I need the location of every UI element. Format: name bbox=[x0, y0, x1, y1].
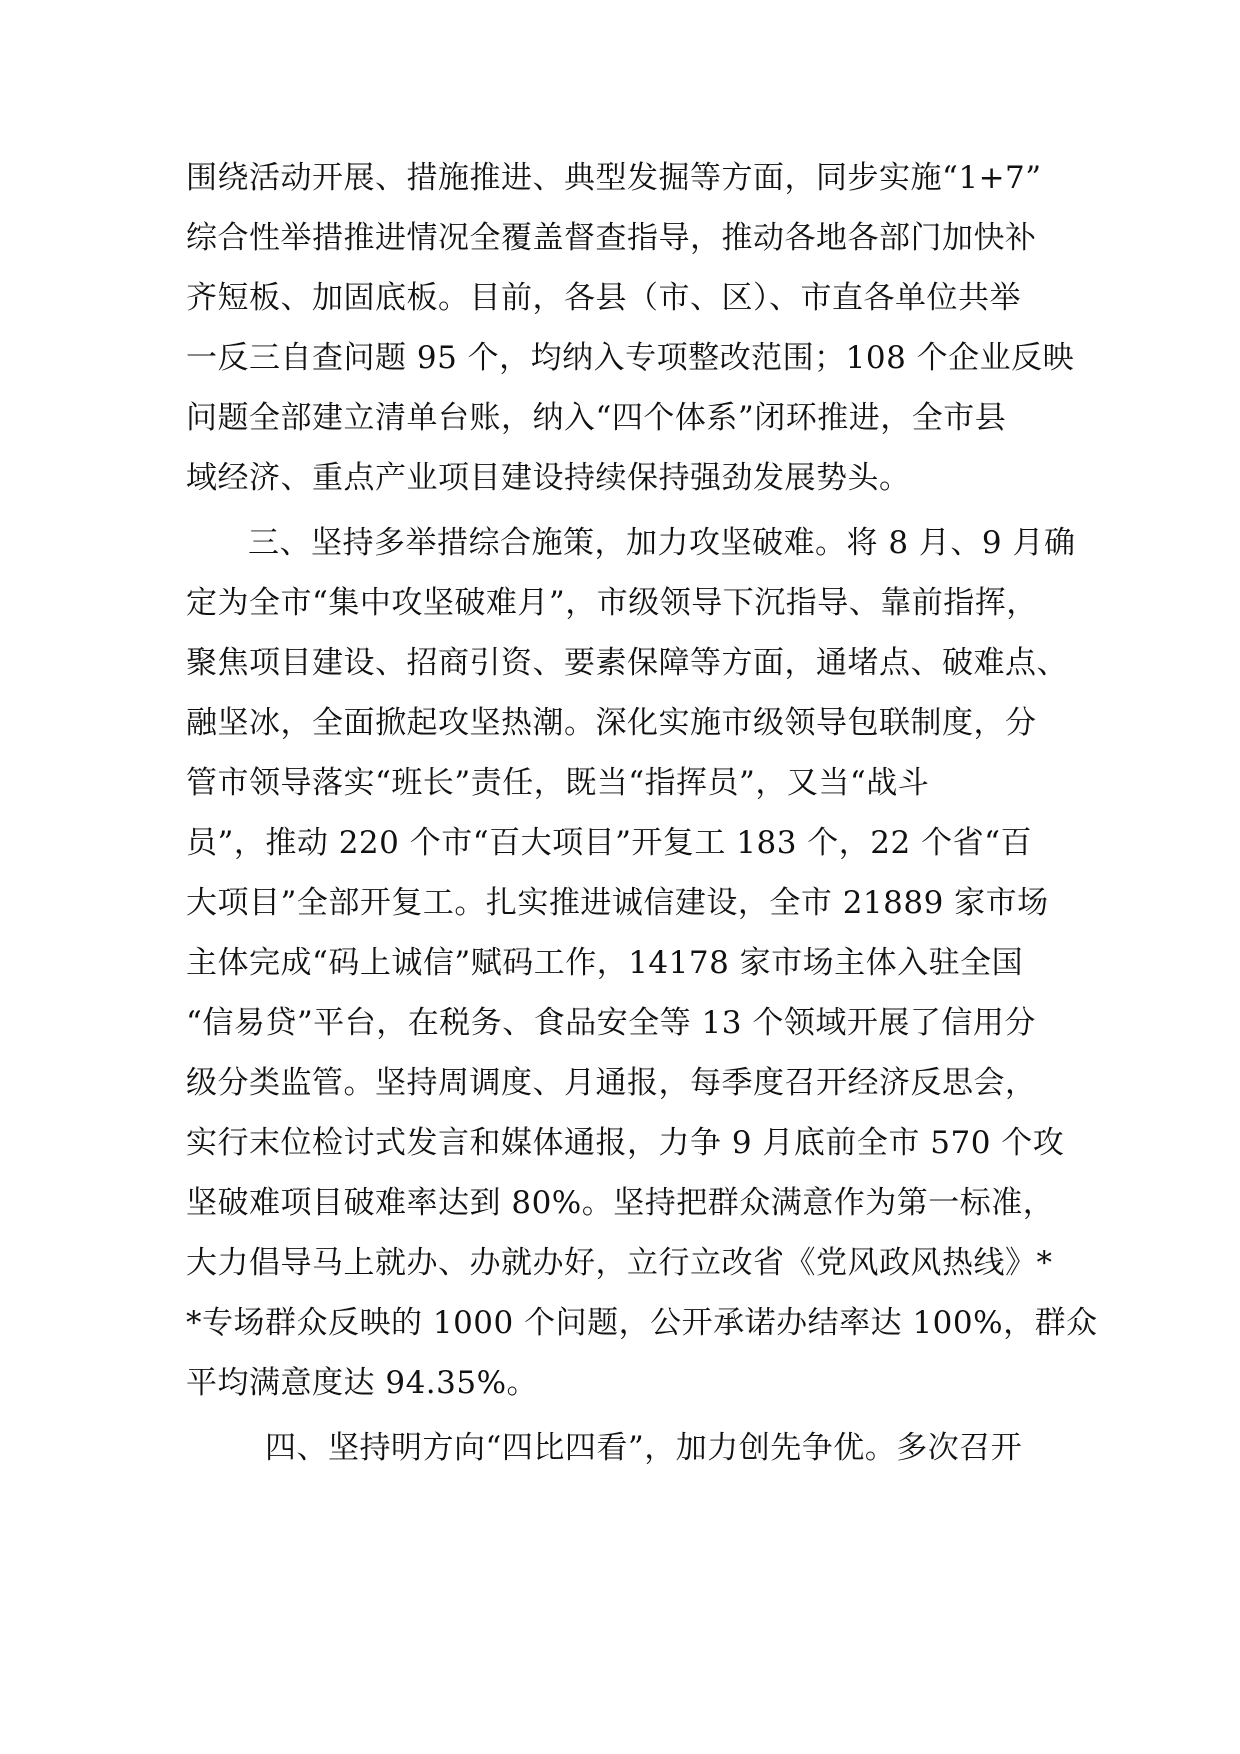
text-line: 坚破难项目破难率达到 80%。坚持把群众满意作为第一标准， bbox=[186, 1185, 1055, 1221]
text-line: *专场群众反映的 1000 个问题，公开承诺办结率达 100%，群众 bbox=[186, 1305, 1098, 1341]
text-line: 定为全市“集中攻坚破难月”，市级领导下沉指导、靠前指挥， bbox=[186, 585, 1038, 621]
text-line: “信易贷”平台，在税务、食品安全等 13 个领域开展了信用分 bbox=[186, 1005, 1036, 1041]
text-line: 实行末位检讨式发言和媒体通报，力争 9 月底前全市 570 个攻 bbox=[186, 1125, 1065, 1161]
text-line: 综合性举措推进情况全覆盖督查指导，推动各地各部门加快补 bbox=[186, 220, 1037, 256]
text-line: 平均满意度达 94.35%。 bbox=[186, 1365, 539, 1401]
section-heading-line: 三、坚持多举措综合施策，加力攻坚破难。将 8 月、9 月确 bbox=[248, 525, 1076, 561]
text-line: 大项目”全部开复工。扎实推进诚信建设，全市 21889 家市场 bbox=[186, 885, 1049, 921]
text-line: 一反三自查问题 95 个，均纳入专项整改范围；108 个企业反映 bbox=[186, 340, 1075, 376]
text-line: 主体完成“码上诚信”赋码工作，14178 家市场主体入驻全国 bbox=[186, 945, 1024, 981]
text-line: 域经济、重点产业项目建设持续保持强劲发展势头。 bbox=[186, 460, 911, 496]
text-line: 大力倡导马上就办、办就办好，立行立改省《党风政风热线》* bbox=[186, 1245, 1053, 1281]
text-line: 齐短板、加固底板。目前，各县（市、区）、市直各单位共举 bbox=[186, 280, 1021, 316]
text-line: 问题全部建立清单台账，纳入“四个体系”闭环推进，全市县 bbox=[186, 400, 1007, 436]
text-line: 级分类监管。坚持周调度、月通报，每季度召开经济反思会， bbox=[186, 1065, 1037, 1101]
text-line: 围绕活动开展、措施推进、典型发掘等方面，同步实施“1+7” bbox=[186, 160, 1042, 196]
text-line: 聚焦项目建设、招商引资、要素保障等方面，通堵点、破难点、 bbox=[186, 645, 1068, 681]
text-line: 管市领导落实“班长”责任，既当“指挥员”，又当“战斗 bbox=[186, 765, 930, 801]
text-line: 员”，推动 220 个市“百大项目”开复工 183 个，22 个省“百 bbox=[186, 825, 1032, 861]
section-heading-line: 四、坚持明方向“四比四看”，加力创先争优。多次召开 bbox=[265, 1430, 1023, 1466]
text-line: 融坚冰，全面掀起攻坚热潮。深化实施市级领导包联制度，分 bbox=[186, 705, 1037, 741]
